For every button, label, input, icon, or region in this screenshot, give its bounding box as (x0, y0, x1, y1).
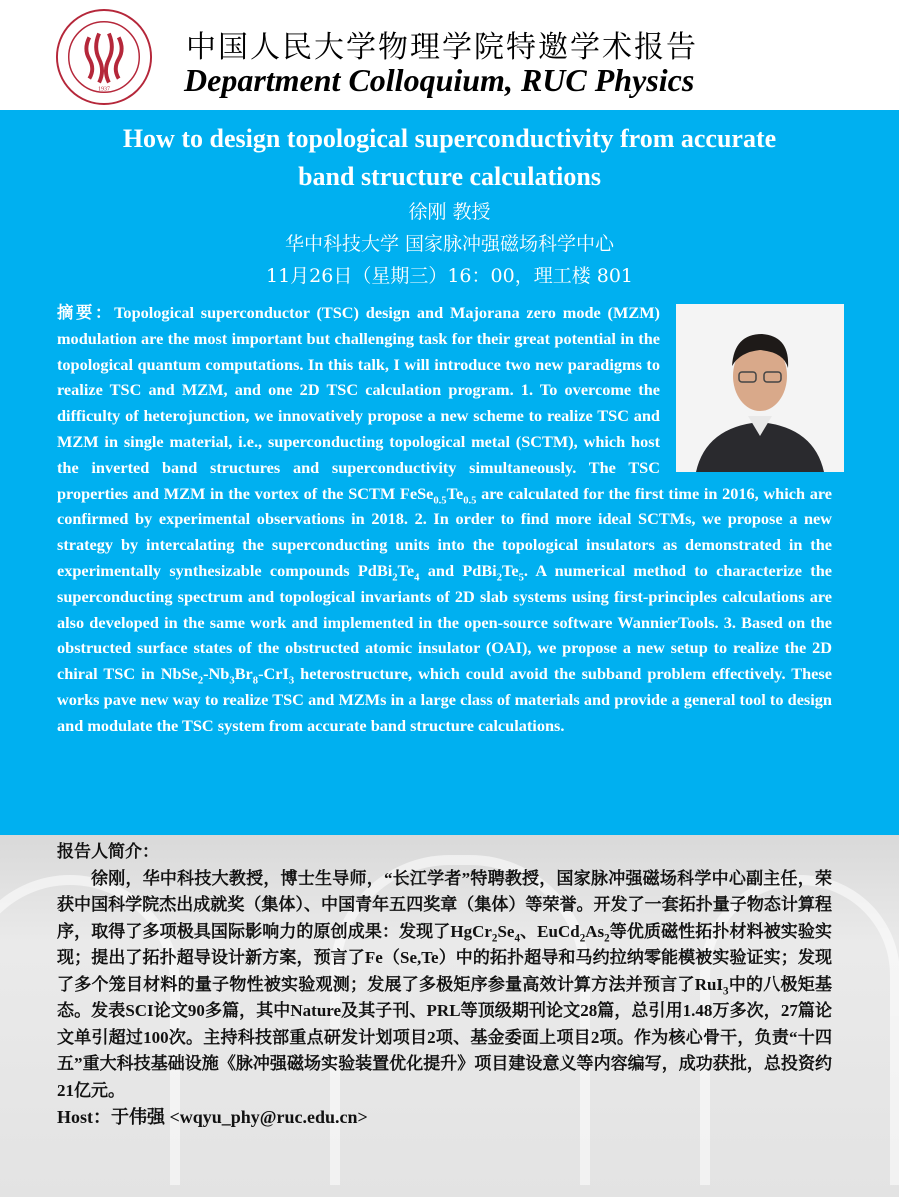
subscript: 3 (288, 675, 295, 687)
text-segment: Te (502, 560, 519, 580)
text-segment: Topological superconductor (TSC) design and Majorana zero mode (MZM) modulation are the most important but challenging task for their great potential in the topological quantum computations. In this talk, I will introduce two new paradigms to realize TSC and MZM, and one 2D TSC calculation program. 1. To overcome the difficulty of heterojunction, we innovatively propose a new scheme to realize TSC and MZM in single material, i.e., superconducting topological metal (SCTM), which host the inverted band structures and superconductivity simultaneously. The TSC properties and MZM in the vortex of the SCTM FeSe (57, 303, 660, 503)
subscript: 0.5 (463, 494, 477, 506)
subscript: 4 (514, 931, 520, 944)
talk-section (0, 110, 899, 835)
speaker-affiliation: 华中科技大学 国家脉冲强磁场科学中心 (284, 233, 615, 255)
text-segment: and PdBi (419, 560, 497, 580)
subscript: 2 (604, 931, 610, 944)
subscript: 8 (252, 675, 259, 687)
subscript: 0.5 (433, 494, 447, 506)
ruc-logo (55, 8, 153, 106)
subscript: 2 (197, 675, 204, 687)
subscript: 5 (518, 572, 524, 584)
text-segment: Te (446, 483, 464, 503)
colloquium-title-cn: 中国人民大学物理学院特邀学术报告 (186, 30, 698, 65)
host-name: 于伟强 (111, 1107, 165, 1127)
speaker-photo (676, 304, 844, 472)
subscript: 3 (229, 675, 235, 687)
svg-text:1937: 1937 (98, 86, 110, 93)
host-email[interactable]: <wqyu_phy@ruc.edu.cn> (169, 1107, 368, 1127)
text-segment: -Nb (203, 664, 230, 684)
bio-label: 报告人简介： (57, 842, 159, 861)
subscript: 2 (496, 572, 502, 584)
subscript: 2 (579, 931, 586, 944)
text-segment: Br (234, 664, 253, 684)
text-segment: 徐刚，华中科技大教授，博士生导师，“长江学者”特聘教授，国家脉冲强磁场科学中心副主任，荣获中国科学院杰出成就奖（集体）、中国青年五四奖章（集体）等荣誉。开发了一套拓扑量子物态计算程序，取得了多项极具国际影响力的原创成果：发现了HgCr (57, 868, 832, 941)
time-place: 11月26日（星期三）16：00，理工楼 801 (265, 265, 633, 287)
text-segment: . A numerical method to characterize the superconducting spectrum and topological invariants of 2D slab systems using first-principles calculations are also developed in the same work and implemented in the open-source software WannierTools. 3. Based on the obstructed surface states of the obstructed atomic insulator (OAI), we propose a new setup to realize the 2D chiral TSC in NbSe (57, 560, 832, 684)
talk-title (0, 120, 899, 196)
subscript: 3 (723, 984, 729, 997)
text-segment: -CrI (258, 664, 289, 684)
speaker-name: 徐刚 教授 (408, 201, 491, 223)
host-line (57, 1104, 832, 1131)
text-segment: 、EuCd (519, 921, 580, 941)
bio-text (57, 866, 832, 1105)
text-segment: 中的八极矩基态。发表SCI论文90多篇，其中Nature及其子刊、PRL等顶级期刊论文28篇，总引用1.48万多次，27篇论文单引超过100次。主持科技部重点研发计划项目2项、基金委面上项目2项。作为核心骨干，负责“十四五”重大科技基础设施《脉冲强磁场实验装置优化提升》项目建设意义等内容编写，成功获批，总投资约21亿元。 (57, 974, 832, 1100)
speaker-portrait-icon (676, 304, 844, 472)
poster-header (0, 0, 899, 110)
text-segment: Te (397, 560, 415, 580)
text-segment: are calculated for the first time in 2016, which are confirmed by experimental observations in 2018. 2. In order to find more ideal SCTMs, we propose a new strategy by intercalating the superconducting units into the topological insulators as demonstrated in the experimentally synthesizable compounds PdBi (57, 483, 832, 580)
abstract (57, 300, 832, 739)
text-segment: Se (497, 921, 515, 941)
colloquium-title-en: Department Colloquium, RUC Physics (184, 62, 695, 98)
text-segment: As (585, 921, 605, 941)
subscript: 4 (414, 572, 420, 584)
speaker-bio (57, 839, 832, 1131)
talk-title-line1: How to design topological superconductivity from accurate (122, 124, 777, 153)
speaker-bio-section (0, 835, 899, 1197)
subscript: 2 (491, 931, 498, 944)
text-segment: heterostructure, which could avoid the subband problem effectively. These works pave new way to realize TSC and MZMs in a large class of materials and provide a general tool to design and modulate the TSC system from accurate band structure calculations. (57, 664, 832, 735)
host-label: Host： (57, 1107, 111, 1127)
text-segment: 等优质磁性拓扑材料被实验实现；提出了拓扑超导设计新方案，预言了Fe（Se,Te）中的拓扑超导和马约拉纳零能模被实验证实；发现了多个笼目材料的量子物性被实验观测；发展了多极矩序参量高效计算方法并预言了RuI (57, 921, 833, 994)
abstract-label: 摘要： (57, 303, 115, 322)
subscript: 2 (392, 572, 398, 584)
talk-title-line2: band structure calculations (298, 162, 601, 191)
